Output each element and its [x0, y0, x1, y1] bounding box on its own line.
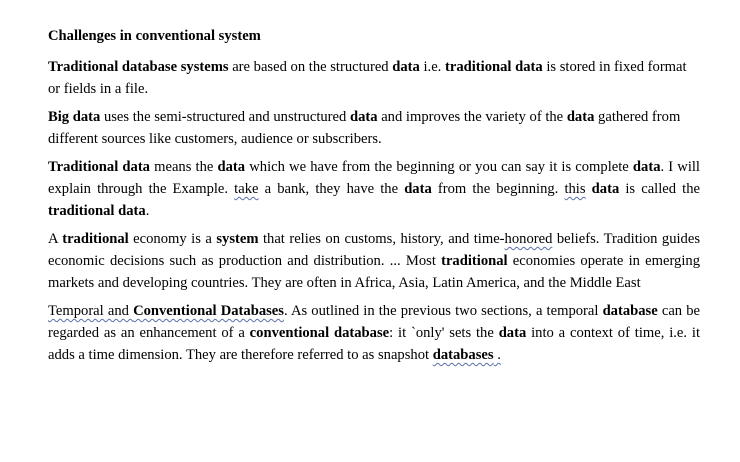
text-run: from the beginning.: [431, 181, 565, 197]
text-run: which we have from the beginning or you can say it is complete: [245, 159, 633, 175]
text-run: is called the: [619, 181, 701, 197]
text-run: Big data: [48, 109, 101, 125]
text-run: honored: [504, 231, 553, 247]
paragraph-temporal-conventional-databases: [48, 300, 700, 366]
text-run: economy is a: [128, 231, 217, 247]
text-run: system: [216, 231, 259, 247]
document-page: [48, 26, 700, 372]
paragraph-traditional-data: [48, 156, 700, 222]
text-run: traditional data: [444, 59, 543, 75]
paragraph-big-data: [48, 106, 700, 150]
text-run: data: [217, 159, 246, 175]
text-run: data: [566, 109, 595, 125]
text-run: . I will explain through the Example.: [48, 159, 700, 197]
text-run: conventional database: [249, 325, 390, 341]
text-run: database: [602, 303, 658, 319]
text-run: traditional data: [48, 203, 146, 219]
text-run: is stored in fixed format or fields in a file.: [48, 59, 687, 97]
text-run: .: [145, 203, 150, 219]
text-run: and improves the variety of the: [377, 109, 567, 125]
text-run: : it `only' sets the: [389, 325, 499, 341]
text-run: data: [349, 109, 378, 125]
text-run: means the: [149, 159, 218, 175]
text-run: data: [404, 181, 432, 197]
text-run: Conventional Databases: [133, 303, 284, 319]
text-run: Temporal and: [48, 303, 134, 319]
text-run: Traditional data: [48, 159, 150, 175]
text-run: into a context of time, i.e. it adds a time dimension. They are therefore referred to as snapshot: [48, 325, 701, 363]
section-heading: Challenges in conventional system: [48, 28, 261, 44]
text-run: are based on the structured: [228, 59, 393, 75]
text-run: A: [48, 231, 63, 247]
text-run: databases: [432, 347, 494, 363]
text-run: traditional: [441, 253, 508, 269]
text-run: can be regarded as an enhancement of a: [48, 303, 701, 341]
text-run: . As outlined in the previous two sections, a temporal: [283, 303, 603, 319]
text-run: beliefs. Tradition guides economic decisions such as production and distribution. ... Most: [48, 231, 700, 269]
text-run: this: [564, 181, 586, 197]
text-run: economies operate in emerging markets and developing countries. They are often in Africa, Asia, Latin America, and the Middle East: [48, 253, 700, 291]
paragraph-traditional-database-systems: [48, 56, 700, 100]
paragraph-traditional-economy: [48, 228, 700, 294]
text-run: i.e.: [419, 59, 445, 75]
text-run: that relies on customs, history, and time-: [258, 231, 505, 247]
text-run: a bank, they have the: [258, 181, 405, 197]
text-run: data: [392, 59, 420, 75]
text-run: data: [591, 181, 620, 197]
text-run: traditional: [62, 231, 129, 247]
text-run: data: [498, 325, 527, 341]
text-run: uses the semi-structured and unstructured: [100, 109, 350, 125]
text-run: .: [493, 347, 501, 363]
text-run: data: [632, 159, 661, 175]
text-run: Traditional database systems: [48, 59, 229, 75]
text-run: gathered from different sources like customers, audience or subscribers.: [48, 109, 681, 147]
text-run: take: [234, 181, 259, 197]
